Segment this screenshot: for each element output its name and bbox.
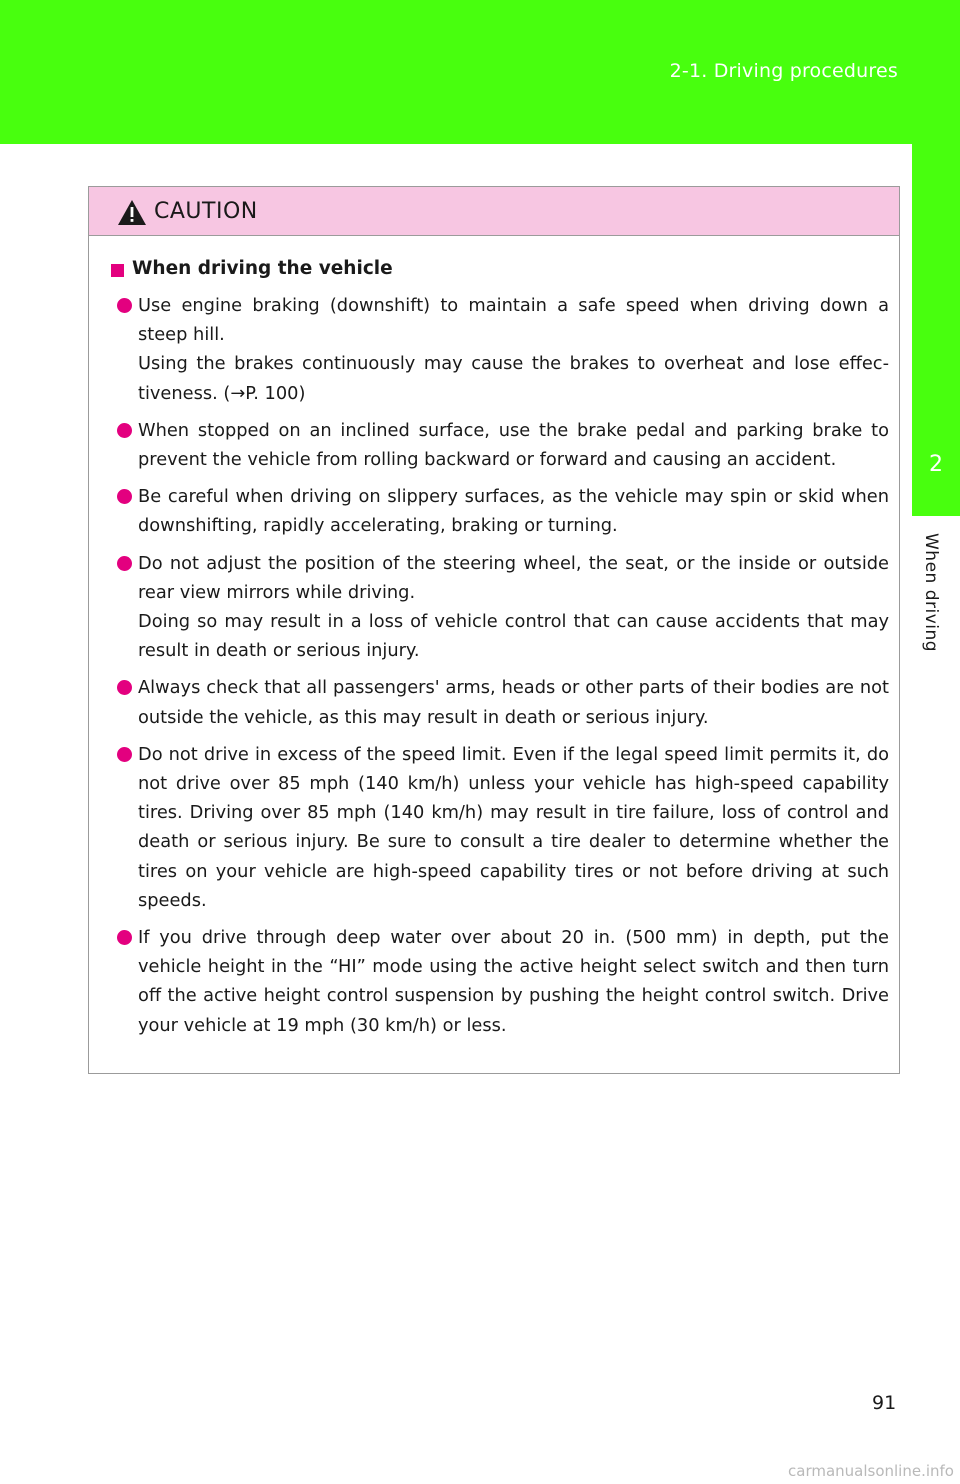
section-title: 2-1. Driving procedures (669, 60, 898, 82)
chapter-label: When driving (921, 533, 941, 653)
section-heading-text: When driving the vehicle (132, 258, 393, 279)
item-text-secondary: Doing so may result in a loss of vehicle control that can cause accidents that may result in death or serious injury. (138, 611, 889, 662)
item-text: Do not adjust the position of the steering wheel, the seat, or the inside or outside rear view mirrors while driving. (138, 552, 889, 603)
bullet-icon (117, 930, 132, 945)
list-item (111, 549, 889, 666)
bullet-icon (117, 747, 132, 762)
caution-label: CAUTION (154, 199, 258, 224)
section-heading (111, 258, 889, 279)
bullet-icon (117, 489, 132, 504)
item-text: Always check that all passengers' arms, heads or other parts of their bodies are not outside the vehicle, as this may result in death or serious injury. (138, 677, 889, 728)
chapter-number: 2 (929, 452, 943, 477)
list-item (111, 291, 889, 408)
item-text: If you drive through deep water over about 20 in. (500 mm) in depth, put the vehicle height in the “HI” mode using the active height select switch and then turn off the active height control suspension by pushing the height control switch. Drive your vehicle at 19 mph (30 km/h) or less. (138, 927, 889, 1036)
bullet-icon (117, 556, 132, 571)
caution-body (89, 236, 899, 1040)
item-text: Do not drive in excess of the speed limit. Even if the legal speed limit permits it, do not drive over 85 mph (140 km/h) unless your vehicle has high-speed capability tires. Driving over 85 mph (140 km/h) may result in tire failure, loss of control and death or serious injury. Be sure to consult a tire dealer to determine whether the tires on your vehicle are high-speed capability tires or not before driving at such speeds. (138, 743, 889, 911)
bullet-icon (117, 680, 132, 695)
caution-header (89, 187, 899, 236)
square-bullet-icon (111, 264, 124, 277)
caution-list (111, 291, 889, 1040)
watermark: carmanualsonline.info (788, 1462, 954, 1480)
list-item (111, 740, 889, 915)
item-text: Be careful when driving on slippery surfaces, as the vehicle may spin or skid when downshifting, rapidly accelerating, braking or turning. (138, 486, 889, 537)
bullet-icon (117, 298, 132, 313)
list-item (111, 923, 889, 1040)
warning-icon (117, 199, 147, 226)
list-item (111, 416, 889, 474)
item-text-secondary: Using the brakes continuously may cause the brakes to overheat and lose effec-tiveness. (→P. 100) (138, 353, 889, 404)
item-text: Use engine braking (downshift) to maintain a safe speed when driving down a steep hill. (138, 295, 889, 346)
bullet-icon (117, 423, 132, 438)
caution-box (88, 186, 900, 1074)
item-text: When stopped on an inclined surface, use the brake pedal and parking brake to prevent the vehicle from rolling backward or forward and causing an accident. (138, 419, 889, 471)
list-item (111, 482, 889, 540)
page-number: 91 (872, 1392, 897, 1414)
list-item (111, 673, 889, 731)
